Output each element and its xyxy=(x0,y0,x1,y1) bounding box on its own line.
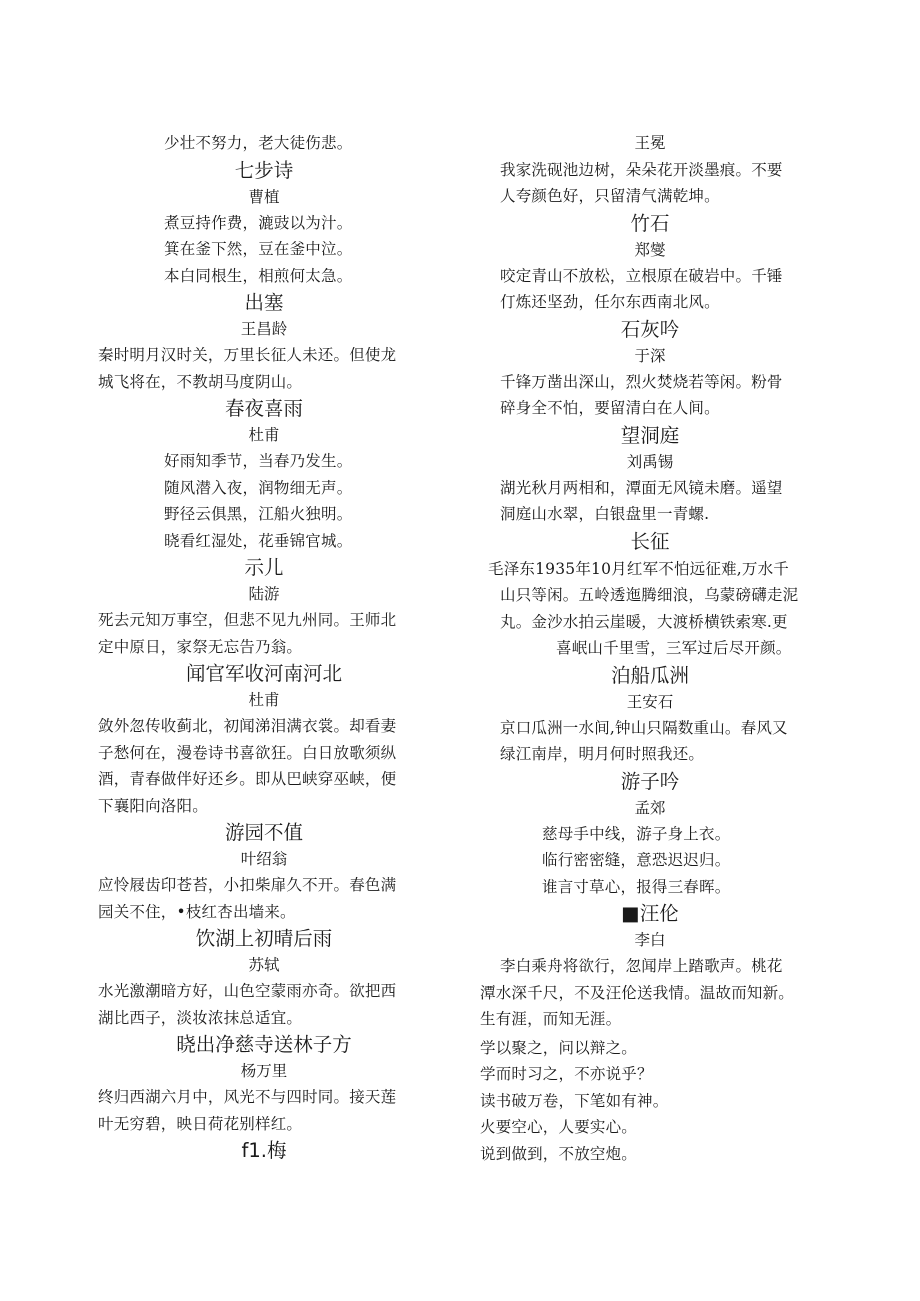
poem-author: 陆游 xyxy=(248,585,280,603)
poem-line: 喜岷山千里雪，三军过后尽开颜。 xyxy=(556,639,792,657)
poem-line: 煮豆持作费，漉豉以为汁。 xyxy=(164,213,353,232)
poem-author: 王昌龄 xyxy=(240,320,288,338)
poem-line: 定中原日，家祭无忘告乃翁。 xyxy=(98,637,303,656)
poem-title: 闻官军收河南河北 xyxy=(185,662,342,685)
saying-line: 读书破万卷，下笔如有神。 xyxy=(480,1091,669,1110)
poem-author: 叶绍翁 xyxy=(240,850,288,868)
poem-title: 示儿 xyxy=(244,556,284,579)
poem-line: 京口瓜洲一水间,钟山只隔数重山。春风又 xyxy=(500,718,788,737)
poem-title: 晓出净慈寺送林子方 xyxy=(176,1033,352,1056)
poem-title: 长征 xyxy=(630,529,670,553)
saying-line: 学而时习之，不亦说乎？ xyxy=(480,1065,653,1083)
poem-title: 出塞 xyxy=(244,291,284,314)
poem-line: 仃炼还坚劲，任尔东西南北风。 xyxy=(500,293,720,311)
poem-author: 孟郊 xyxy=(634,798,666,817)
poem-author: 苏轼 xyxy=(248,956,280,974)
poem-title: 望洞庭 xyxy=(620,423,680,447)
poem-line: 慈母手中线，游子身上衣。 xyxy=(542,824,731,843)
poem-line: 洞庭山水翠，白银盘里一青螺. xyxy=(500,505,710,523)
poem-title: 泊船瓜洲 xyxy=(610,663,689,687)
poem-line: 子愁何在，漫卷诗书喜欲狂。白日放歌须纵 xyxy=(98,743,397,762)
poem-title: 饮湖上初晴后雨 xyxy=(195,927,333,950)
poem-line: 绿江南岸，明月何时照我还。 xyxy=(500,745,705,763)
poem-line: 野径云俱黑，江船火独明。 xyxy=(164,505,353,523)
poem-line: 好雨知季节，当春乃发生。 xyxy=(164,452,353,470)
poem-line: 李白乘舟将欲行，忽闻岸上踏歌声。桃花 xyxy=(500,957,783,975)
saying-line: 火要空心，人要实心。 xyxy=(480,1118,638,1136)
poem-line: 水光激潮暗方好，山色空蒙雨亦奇。欲把西 xyxy=(98,982,397,1000)
poem-line: 咬定青山不放松，立根原在破岩中。千锤 xyxy=(500,266,783,285)
poem-title: f1.梅 xyxy=(241,1139,287,1162)
poem-line: 毛泽东1935年10月红军不怕远征难,万水千 xyxy=(488,559,789,578)
poem-line: 终归西湖六月中，风光不与四时同。接天莲 xyxy=(98,1088,397,1106)
poem-author: 杜甫 xyxy=(248,426,280,444)
poem-line: 谁言寸草心，报得三春晖。 xyxy=(542,877,731,896)
poem-line: 随风潜入夜，润物细无声。 xyxy=(164,478,353,497)
poem-line: 敛外忽传收蓟北，初闻涕泪满衣裳。却看妻 xyxy=(98,717,397,735)
poem-line: 本白同根生，相煎何太急。 xyxy=(164,266,353,285)
poem-line: 我家洗砚池边树，朵朵花开淡墨痕。不要 xyxy=(500,160,783,179)
poem-line: 下襄阳向洛阳。 xyxy=(98,796,208,815)
poem-line: 潭水深千尺，不及汪伦送我情。温故而知新。 xyxy=(480,983,795,1002)
poem-title: ■汪伦 xyxy=(621,902,679,925)
poem-title: 石灰吟 xyxy=(620,317,680,341)
poem-author: 王冕 xyxy=(634,134,666,152)
poem-line: 箕在釜下然，豆在釜中泣。 xyxy=(164,240,353,258)
poem-line: 叶无穷碧，映日荷花别样红。 xyxy=(98,1114,303,1133)
poem-line: 湖比西子，淡妆浓抹总适宜。 xyxy=(98,1008,303,1027)
poem-line: 千锋万凿出深山，烈火焚烧若等闲。粉骨 xyxy=(500,372,783,391)
poem-author: 李白 xyxy=(634,931,666,949)
poem-author: 郑燮 xyxy=(634,240,666,259)
poem-line: 湖光秋月两相和，潭面无风镜未磨。遥望 xyxy=(500,478,783,497)
poem-line: 丸。金沙水拍云崖暖，大渡桥横铁索寒.更 xyxy=(500,612,788,631)
poem-line: 山只等闲。五岭透迤腾细浪，乌蒙磅礴走泥 xyxy=(500,586,799,604)
poem-author: 王安石 xyxy=(626,692,674,711)
poem-line: 晓看红湿处，花垂锦官城。 xyxy=(164,531,353,550)
poem-line: 园关不住，•枝红杏出墙来。 xyxy=(98,902,296,921)
saying-line: 说到做到，不放空炮。 xyxy=(480,1144,638,1163)
poem-line: 死去元知万事空，但悲不见九州同。王师北 xyxy=(98,611,397,629)
poem-line: 酒，青春做伴好还乡。即从巴峡穿巫峡，便 xyxy=(98,770,397,788)
poem-line: 临行密密缝，意恐迟迟归。 xyxy=(542,851,731,869)
poem-line: 应怜屐齿印苍苔，小扣柴扉久不开。春色满 xyxy=(98,876,397,894)
poem-title: 七步诗 xyxy=(234,158,294,182)
poem-title: 竹石 xyxy=(630,211,670,235)
poem-line: 少壮不努力，老大徒伤悲。 xyxy=(164,134,353,152)
poem-author: 刘禹锡 xyxy=(626,452,674,471)
poem-title: 春夜喜雨 xyxy=(224,397,303,420)
poem-title: 游园不值 xyxy=(224,821,303,844)
poem-author: 杜甫 xyxy=(248,691,280,709)
left-column xyxy=(98,130,430,1165)
poem-author: 杨万里 xyxy=(240,1062,288,1080)
poem-line: 城飞将在，不教胡马度阴山。 xyxy=(98,372,303,391)
poem-line: 人夸颜色好，只留清气满乾坤。 xyxy=(500,187,720,205)
poem-author: 于深 xyxy=(634,346,666,365)
saying-line: 学以聚之，问以辩之。 xyxy=(480,1038,638,1057)
poem-line: 碎身全不怕，要留清白在人间。 xyxy=(500,399,720,417)
poem-title: 游子吟 xyxy=(620,769,680,793)
right-column xyxy=(480,130,820,1167)
poem-author: 曹植 xyxy=(248,187,280,206)
poem-line: 秦时明月汉时关，万里长征人未还。但使龙 xyxy=(98,346,397,364)
poem-line: 生有涯，而知无涯。 xyxy=(480,1010,622,1028)
